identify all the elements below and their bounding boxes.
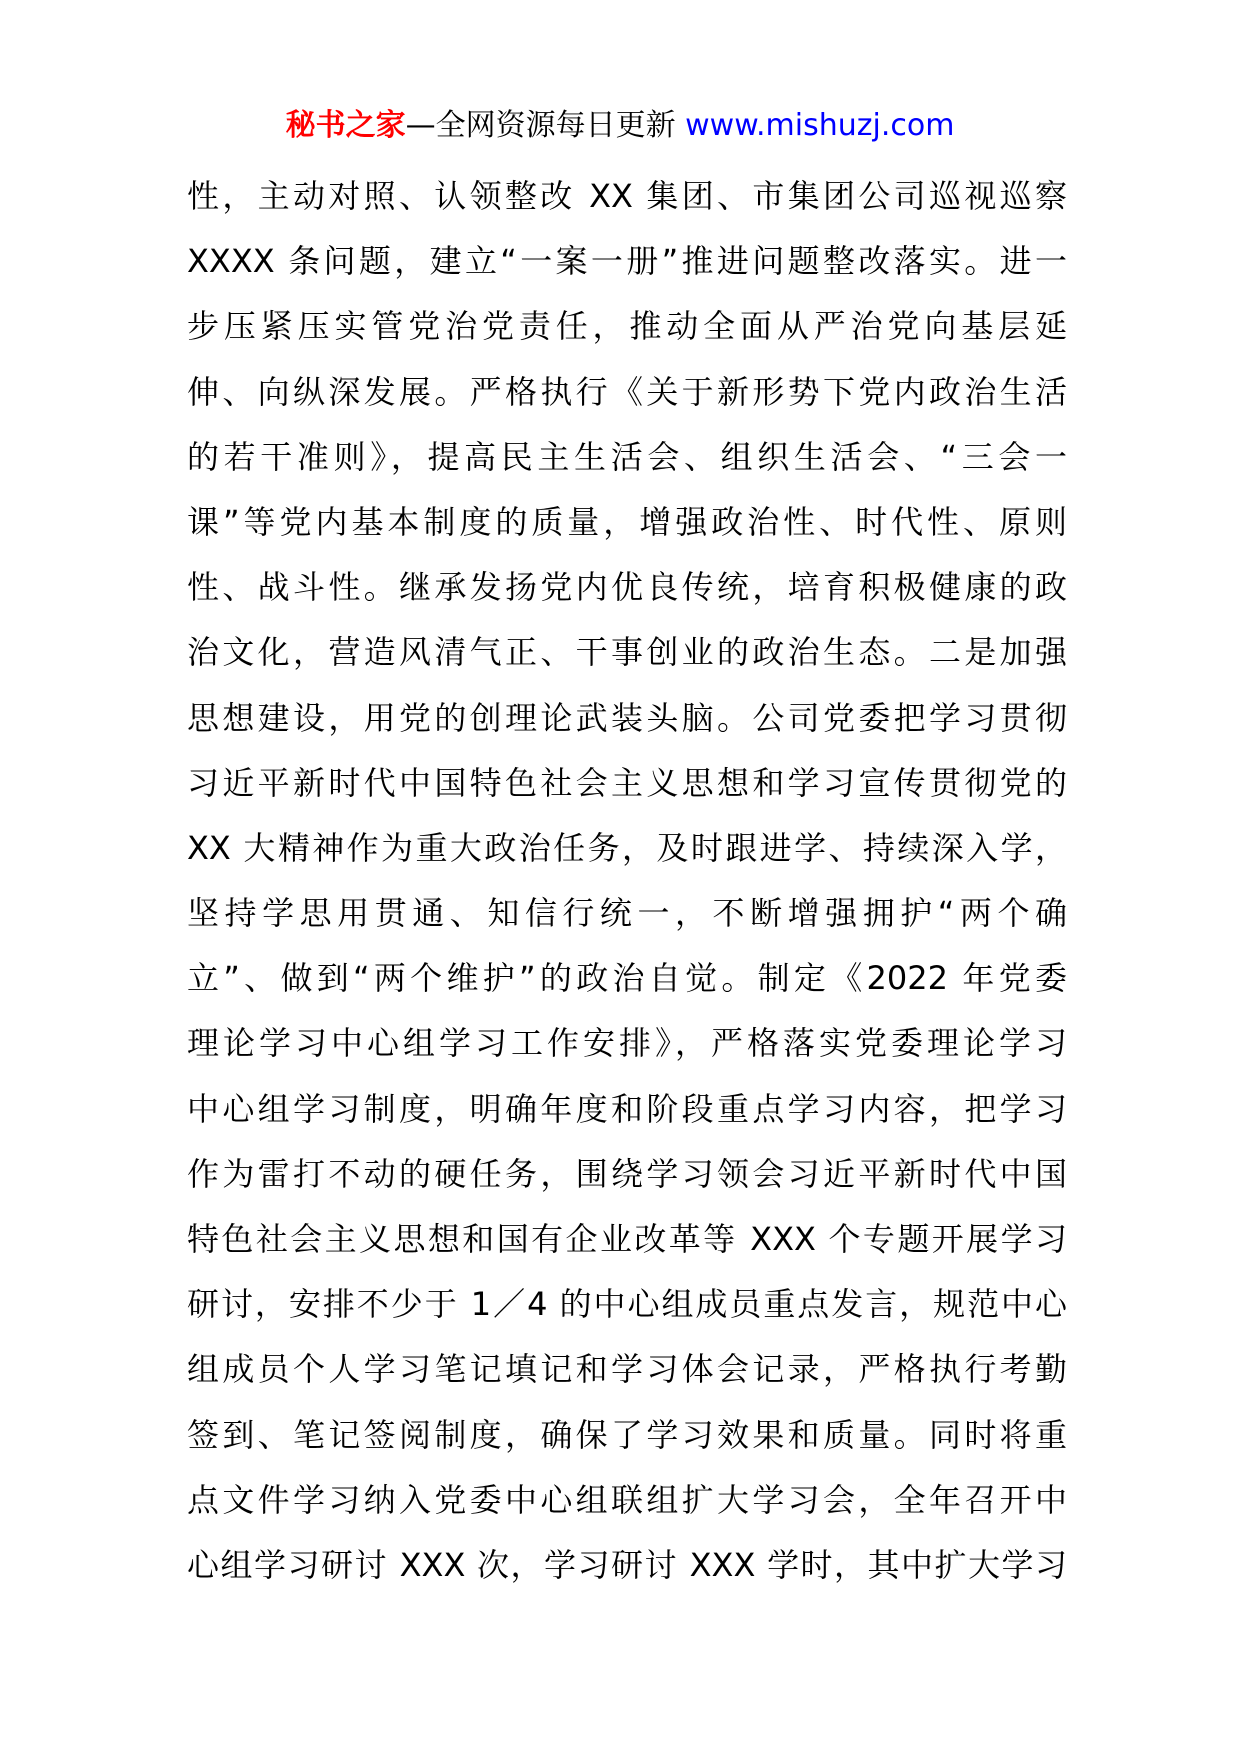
text-line: 思想建设，用党的创理论武装头脑。公司党委把学习贯彻: [187, 698, 1067, 737]
text-line: 组成员个人学习笔记填记和学习体会记录，严格执行考勤: [187, 1350, 1067, 1389]
header-tagline: —全网资源每日更新: [405, 108, 676, 143]
website-url[interactable]: www.mishuzj.com: [685, 108, 955, 143]
text-line: 作为雷打不动的硬任务，围绕学习领会习近平新时代中国: [187, 1154, 1067, 1193]
text-line: 特色社会主义思想和国有企业改革等 XXX 个专题开展学习: [187, 1220, 1067, 1258]
brand-name: 秘书之家: [285, 108, 406, 143]
text-line: 性，主动对照、认领整改 XX 集团、市集团公司巡视巡察: [187, 177, 1067, 215]
text-line: 签到、笔记签阅制度，确保了学习效果和质量。同时将重: [187, 1415, 1067, 1454]
text-line: 心组学习研讨 XXX 次，学习研讨 XXX 学时，其中扩大学习: [187, 1545, 1067, 1584]
text-line: XXXX 条问题，建立“一案一册”推进问题整改落实。进一: [187, 242, 1067, 281]
text-line: 立”、做到“两个维护”的政治自觉。制定《2022 年党委: [187, 959, 1067, 998]
text-line: 点文件学习纳入党委中心组联组扩大学习会，全年召开中: [187, 1480, 1067, 1519]
text-line: 坚持学思用贯通、知信行统一，不断增强拥护“两个确: [187, 894, 1067, 933]
text-line: XX 大精神作为重大政治任务，及时跟进学、持续深入学，: [187, 828, 1067, 867]
document-body: [187, 164, 1067, 1598]
text-line: 理论学习中心组学习工作安排》，严格落实党委理论学习: [187, 1024, 1067, 1063]
text-line: 的若干准则》，提高民主生活会、组织生活会、“三会一: [187, 437, 1067, 476]
text-line: 性、战斗性。继承发扬党内优良传统，培育积极健康的政: [187, 568, 1067, 607]
text-line: 步压紧压实管党治党责任，推动全面从严治党向基层延: [187, 307, 1067, 346]
text-line: 中心组学习制度，明确年度和阶段重点学习内容，把学习: [187, 1089, 1067, 1128]
text-line: 课”等党内基本制度的质量，增强政治性、时代性、原则: [187, 502, 1067, 541]
text-line: 伸、向纵深发展。严格执行《关于新形势下党内政治生活: [187, 372, 1067, 411]
text-line: 习近平新时代中国特色社会主义思想和学习宣传贯彻党的: [187, 763, 1067, 802]
page-header: [0, 104, 1240, 148]
text-line: 研讨，安排不少于 1／4 的中心组成员重点发言，规范中心: [187, 1285, 1067, 1324]
text-line: 治文化，营造风清气正、干事创业的政治生态。二是加强: [187, 633, 1067, 672]
